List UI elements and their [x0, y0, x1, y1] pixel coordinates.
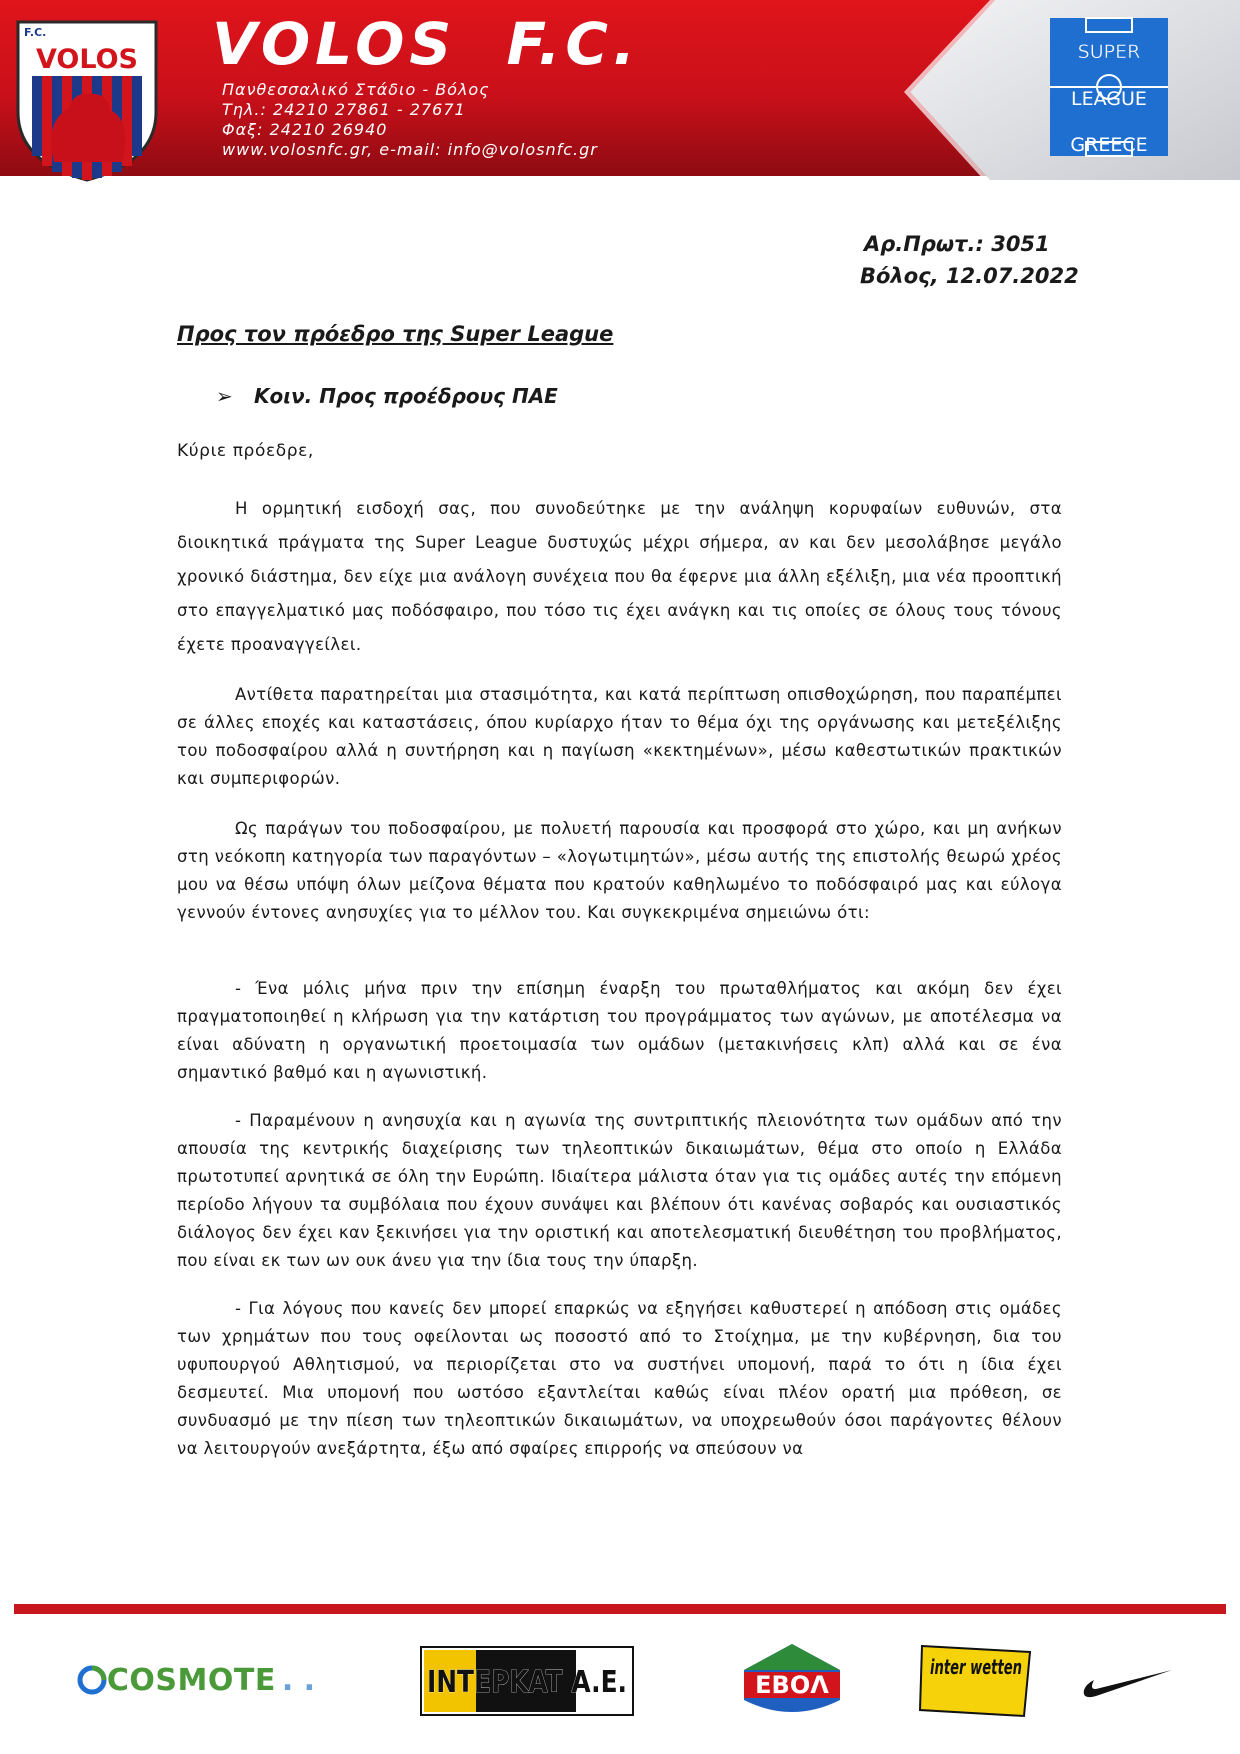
cosmote-dots-icon: . . — [281, 1662, 316, 1698]
interwetten-wordmark: inter wetten — [930, 1655, 1022, 1679]
letter-date: Βόλος, 12.07.2022 — [860, 264, 1079, 288]
club-web-email: www.volosnfc.gr, e-mail: info@volosnfc.gr — [222, 140, 598, 159]
club-contact-info — [222, 80, 598, 160]
body-paragraph-6: - Για λόγους που κανείς δεν μπορεί επαρκώς να εξηγήσει καθυστερεί η απόδοση στις ομάδες των χρημάτων που τους οφείλονται ως ποσοστό από το Στοίχημα, με την κυβέρνηση, δια του υφυπουργού Αθλητισμού, να περιορίζεται στο να συστήνει υπομονή, παρά το ότι η ίδια έχει δεσμευτεί. Μια υπομονή που ωστόσο εξαντλείται καθώς είναι πλέον ορατή μια πρόθεση, σε συνδυασμό με την πίεση των τηλεοπτικών δικαιωμάτων, να υποχρεωθούν όσοι παράγοντες θέλουν να λειτουργούν ανεξάρτητα, έξω από σφαίρες επιρροής να σπεύσουν να — [177, 1299, 1062, 1458]
cc-text: Κοιν. Προς προέδρους ΠΑΕ — [254, 384, 558, 408]
addressee-heading: Προς τον πρόεδρο της Super League — [177, 322, 614, 346]
sponsor-interwetten-logo — [918, 1644, 1032, 1718]
letterhead — [0, 0, 1240, 180]
league-logo-line2: LEAGUE — [1071, 88, 1147, 110]
crest-text: VOLOS — [35, 44, 139, 75]
super-league-logo — [1048, 16, 1170, 158]
cc-line — [216, 384, 558, 408]
body-paragraph-3: Ως παράγων του ποδοσφαίρου, με πολυετή παρουσία και προσφορά στο χώρο, και μη ανήκων στη νεόκοπη κατηγορία των παραγόντων – «λογωτιμητών», μέσω αυτής της επιστολής θεωρώ χρέος μου να θέσω υπόψη όλων μείζονα θέματα που κρατούν καθηλωμένο το ποδόσφαιρό μας και εύλογα γεννούν έντονες ανησυχίες για το μέλλον του. Και συγκεκριμένα σημειώνω ότι: — [177, 819, 1062, 922]
salutation: Κύριε πρόεδρε, — [177, 441, 314, 461]
cosmote-mark-icon — [77, 1665, 107, 1695]
body-paragraph-5: - Παραμένουν η ανησυχία και η αγωνία της συντριπτικής πλειονότητα των ομάδων από την απουσία της κεντρικής διαχείρισης των τηλεοπτικών δικαιωμάτων, θέμα στο οποίο η Ελλάδα πρωτοτυπεί αρνητικά σε όλη την Ευρώπη. Ιδιαίτερα μάλιστα όταν για τις ομάδες αυτές την επόμενη περίοδο λήγουν τα συμβόλαια που έχουν συνάψει και βλέπουν ότι κανένας σοβαρός και ουσιαστικός διάλογος δεν έχει καν ξεκινήσει για την οριστική και αποτελεσματική διευθέτηση του προβλήματος, που είναι εκ των ων ουκ άνευ για την ίδια τους την ύπαρξη. — [177, 1111, 1062, 1270]
interkat-wordmark: INTEPKAT A.E. — [427, 1665, 627, 1700]
club-fax: Φαξ: 24210 26940 — [222, 120, 388, 139]
club-crest-logo — [14, 12, 160, 184]
sponsor-cosmote-logo — [60, 1640, 332, 1720]
evol-wordmark: ΕΒΟΛ — [755, 1671, 829, 1699]
sponsor-interkat-logo — [420, 1646, 634, 1716]
body-paragraph-4: - Ένα μόλις μήνα πριν την επίσημη έναρξη του πρωταθλήματος και ακόμη δεν έχει πραγματοποιηθεί η κλήρωση για την κατάρτιση του προγράμματος των αγώνων, με αποτέλεσμα να είναι αδύνατη η οργανωτική προετοιμασία των ομάδων (μετακινήσεις κλπ) αλλά και σε ένα σημαντικό βαθμό και η αγωνιστική. — [177, 979, 1062, 1082]
club-address: Πανθεσσαλικό Στάδιο - Βόλος — [222, 80, 490, 99]
crest-top-text: F.C. — [24, 26, 47, 39]
cosmote-wordmark: COSMOTE — [106, 1662, 276, 1698]
nike-swoosh-icon — [1080, 1640, 1176, 1720]
footer-divider — [14, 1604, 1226, 1614]
sponsor-evol-logo — [736, 1640, 848, 1720]
arrow-bullet-icon: ➢ — [216, 384, 233, 408]
club-name: VOLOS F.C. — [212, 10, 640, 78]
league-logo-line1: SUPER — [1077, 41, 1141, 63]
league-logo-line3: GREECE — [1070, 134, 1148, 156]
body-paragraph-2: Αντίθετα παρατηρείται μια στασιμότητα, και κατά περίπτωση οπισθοχώρηση, που παραπέμπει σε άλλες εποχές και καταστάσεις, όπου κυρίαρχο ήταν το θέμα όχι της οργάνωσης και μετεξέλιξης του ποδοσφαίρου αλλά η συντήρηση και η παγίωση «κεκτημένων», μέσω καθεστωτικών πρακτικών και συμπεριφορών. — [177, 685, 1062, 788]
body-paragraph-1: Η ορμητική εισδοχή σας, που συνοδεύτηκε με την ανάληψη κορυφαίων ευθυνών, στα διοικητικά πράγματα της Super League δυστυχώς μέχρι σήμερα, αν και δεν μεσολάβησε μεγάλο χρονικό διάστημα, δεν είχε μια ανάλογη συνέχεια που θα έφερνε μια άλλη εξέλιξη, μια νέα προοπτική στο επαγγελματικό μας ποδόσφαιρο, που τόσο τις έχει ανάγκη και τις οποίες σε όλους τους τόνους έχετε προαναγγείλει. — [177, 499, 1062, 654]
protocol-number: Αρ.Πρωτ.: 3051 — [864, 232, 1050, 256]
club-phone: Τηλ.: 24210 27861 - 27671 — [222, 100, 466, 119]
